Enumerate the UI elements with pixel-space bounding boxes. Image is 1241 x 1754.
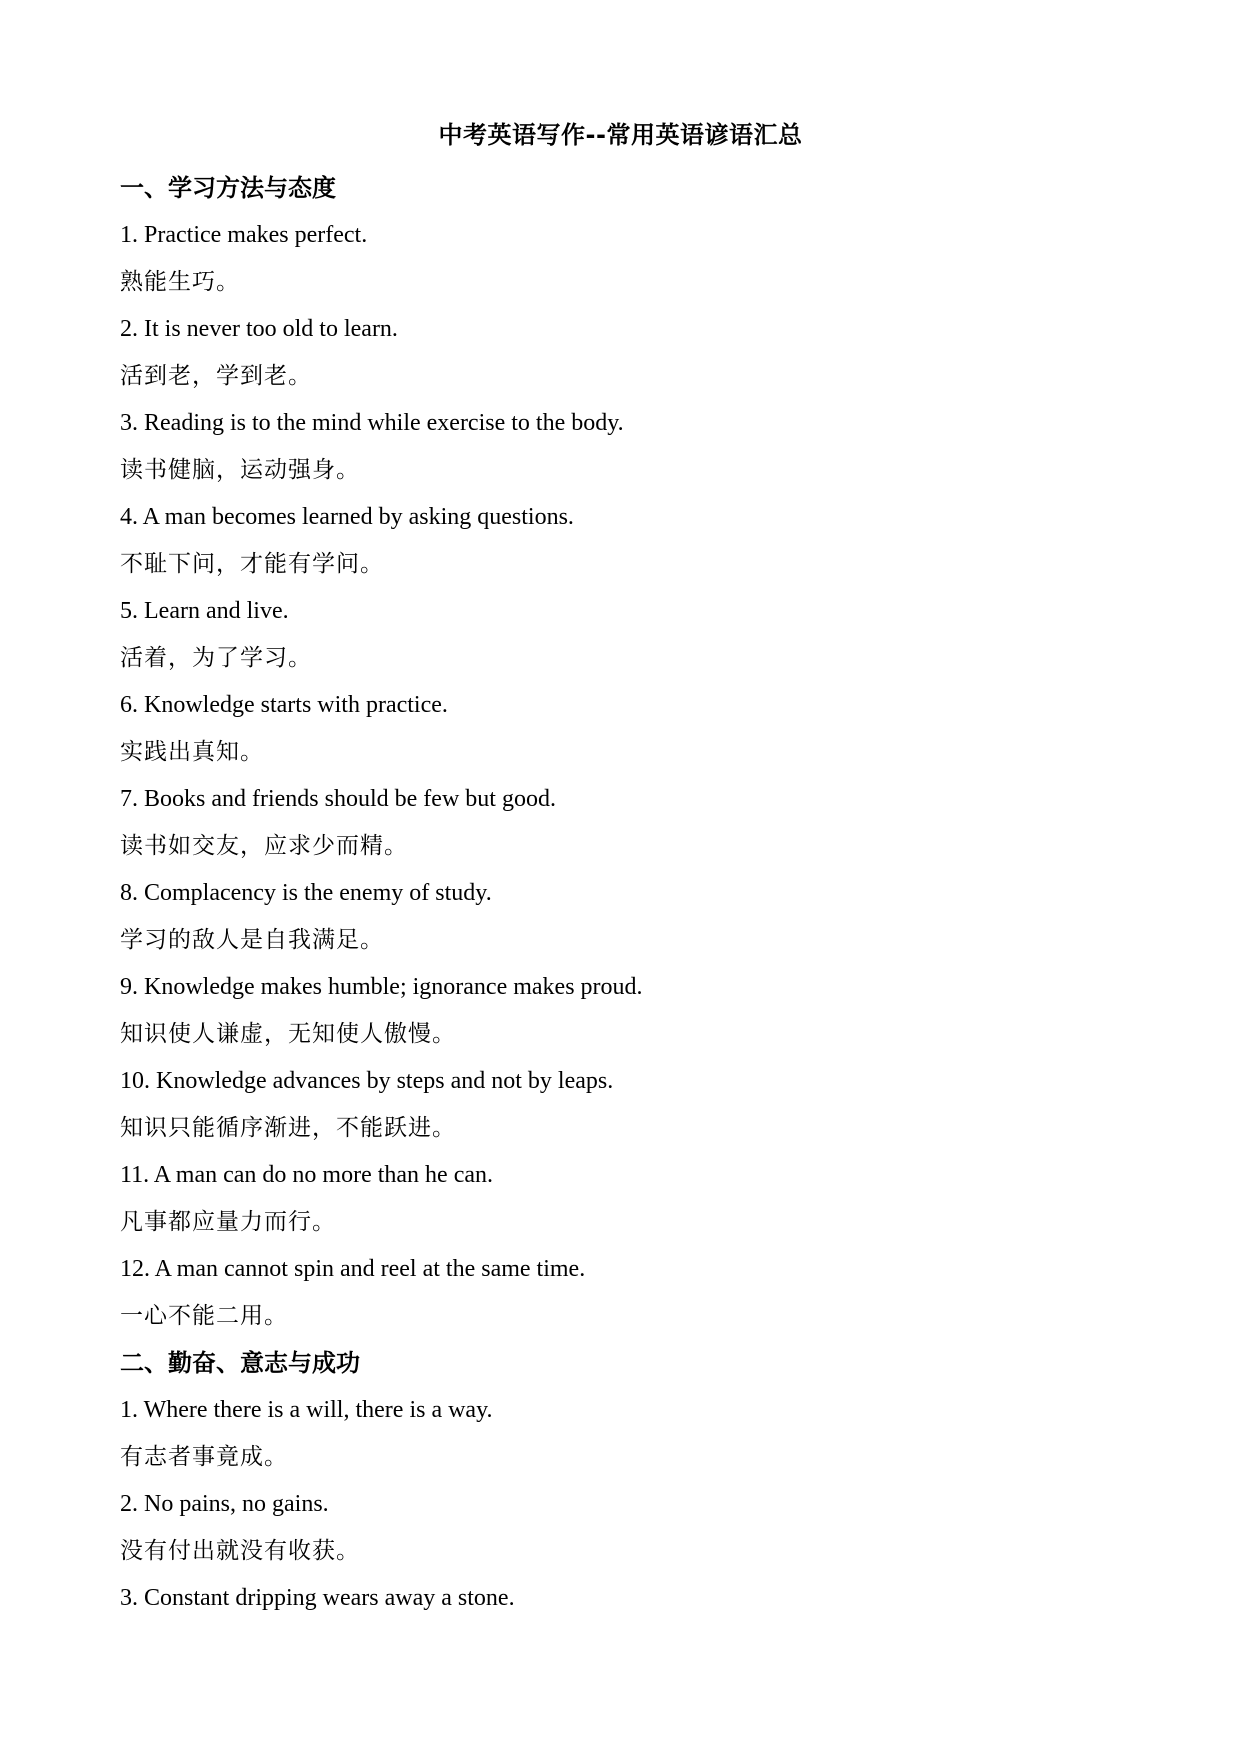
- proverb-chinese: 一心不能二用。: [120, 1303, 288, 1329]
- proverb-chinese: 读书健脑，运动强身。: [120, 457, 360, 483]
- section-heading: 一、学习方法与态度: [120, 174, 336, 202]
- proverb-english: 5. Learn and live.: [120, 598, 289, 624]
- proverb-english: 2. No pains, no gains.: [120, 1491, 329, 1517]
- proverb-chinese: 活着，为了学习。: [120, 645, 312, 671]
- proverb-chinese: 实践出真知。: [120, 739, 264, 765]
- proverb-english: 1. Practice makes perfect.: [120, 222, 368, 248]
- proverb-english: 4. A man becomes learned by asking questions.: [120, 504, 574, 530]
- proverb-english: 10. Knowledge advances by steps and not by leaps.: [120, 1068, 614, 1094]
- proverb-english: 12. A man cannot spin and reel at the same time.: [120, 1256, 586, 1282]
- proverb-chinese: 没有付出就没有收获。: [120, 1538, 360, 1564]
- section-heading: 二、勤奋、意志与成功: [120, 1349, 360, 1377]
- proverb-chinese: 读书如交友，应求少而精。: [120, 833, 408, 859]
- proverb-english: 6. Knowledge starts with practice.: [120, 692, 448, 718]
- proverb-english: 9. Knowledge makes humble; ignorance makes proud.: [120, 974, 643, 1000]
- proverb-chinese: 学习的敌人是自我满足。: [120, 927, 384, 953]
- proverb-chinese: 活到老，学到老。: [120, 363, 312, 389]
- proverb-chinese: 知识只能循序渐进，不能跃进。: [120, 1115, 456, 1141]
- proverb-chinese: 不耻下问，才能有学问。: [120, 551, 384, 577]
- proverb-english: 3. Constant dripping wears away a stone.: [120, 1585, 515, 1611]
- proverb-english: 8. Complacency is the enemy of study.: [120, 880, 492, 906]
- proverb-english: 1. Where there is a will, there is a way.: [120, 1397, 493, 1423]
- proverb-english: 2. It is never too old to learn.: [120, 316, 398, 342]
- proverb-chinese: 凡事都应量力而行。: [120, 1209, 336, 1235]
- proverb-english: 7. Books and friends should be few but good.: [120, 786, 556, 812]
- proverb-chinese: 有志者事竟成。: [120, 1444, 288, 1470]
- document-title: 中考英语写作--常用英语谚语汇总: [438, 121, 803, 149]
- document-body: [120, 165, 1120, 1622]
- proverb-chinese: 熟能生巧。: [120, 269, 240, 295]
- proverb-chinese: 知识使人谦虚，无知使人傲慢。: [120, 1021, 456, 1047]
- proverb-english: 11. A man can do no more than he can.: [120, 1162, 494, 1188]
- proverb-english: 3. Reading is to the mind while exercise to the body.: [120, 410, 624, 436]
